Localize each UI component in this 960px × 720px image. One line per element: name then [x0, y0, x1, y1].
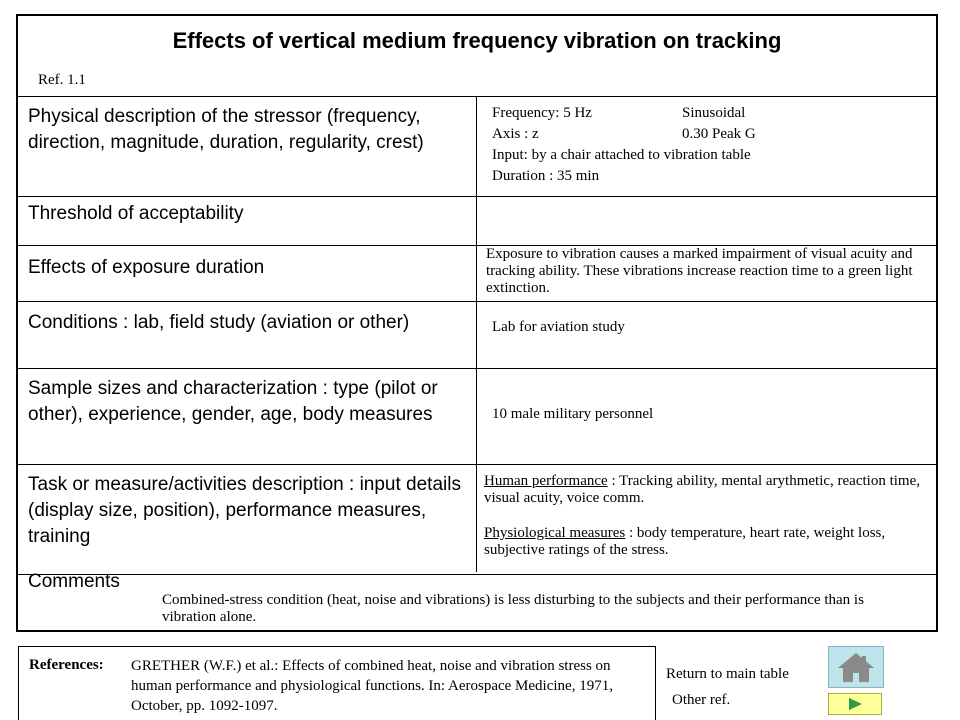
ref-tag: Ref. 1.1	[38, 72, 86, 88]
return-to-main-table-link[interactable]: Return to main table	[666, 666, 789, 682]
physiological-measures-heading: Physiological measures	[484, 525, 626, 541]
comments-label: Comments	[28, 571, 120, 592]
home-button[interactable]	[828, 646, 884, 688]
conditions-label: Conditions : lab, field study (aviation or other)	[28, 312, 410, 333]
row-divider	[18, 96, 936, 97]
row-divider	[18, 368, 936, 369]
page-title: Effects of vertical medium frequency vibration on tracking	[172, 28, 782, 53]
axis-text: Axis : z	[492, 126, 539, 142]
waveform-text: Sinusoidal	[682, 105, 746, 121]
next-ref-button[interactable]	[828, 693, 882, 715]
physical-description-value	[492, 104, 852, 186]
threshold-label: Threshold of acceptability	[28, 203, 244, 224]
references-label: References:	[29, 657, 104, 673]
stressor-table	[16, 14, 938, 632]
physiological-measures-value	[484, 525, 930, 559]
play-arrow-icon	[829, 694, 881, 714]
row-divider	[18, 464, 936, 465]
sample-value: 10 male military personnel	[492, 406, 654, 422]
human-performance-value	[484, 473, 930, 507]
physiological-measures-text: : body temperature, heart rate, weight loss, subjective ratings of the stress.	[484, 525, 886, 558]
exposure-duration-label: Effects of exposure duration	[28, 257, 265, 278]
home-icon	[829, 647, 883, 687]
physical-description-label: Physical description of the stressor (frequency, direction, magnitude, duration, regularity, crest)	[28, 106, 424, 153]
row-divider	[18, 301, 936, 302]
references-box	[18, 646, 656, 720]
input-text: Input: by a chair attached to vibration table	[492, 147, 751, 163]
comments-value: Combined-stress condition (heat, noise and vibrations) is less disturbing to the subjects and their performance than is vibration alone.	[162, 592, 864, 625]
other-ref-link[interactable]: Other ref.	[672, 692, 731, 708]
human-performance-text: : Tracking ability, mental arythmetic, reaction time, visual acuity, voice comm.	[484, 473, 920, 506]
conditions-value: Lab for aviation study	[492, 319, 625, 335]
human-performance-heading: Human performance	[484, 473, 608, 489]
exposure-duration-value: Exposure to vibration causes a marked impairment of visual acuity and tracking ability. These vibrations increase reaction time to a green light extinction.	[486, 246, 913, 296]
row-divider	[18, 196, 936, 197]
task-label: Task or measure/activities description : input details (display size, position), performance measures, training	[28, 474, 461, 547]
duration-text: Duration : 35 min	[492, 168, 600, 184]
sample-label: Sample sizes and characterization : type (pilot or other), experience, gender, age, body measures	[28, 378, 438, 425]
magnitude-text: 0.30 Peak G	[682, 126, 756, 142]
references-text: GRETHER (W.F.) et al.: Effects of combined heat, noise and vibration stress on human performance and physiological functions. In: Aerospace Medicine, 1971, October, pp. 1092-1097.	[131, 658, 613, 714]
frequency-text: Frequency: 5 Hz	[492, 105, 592, 121]
